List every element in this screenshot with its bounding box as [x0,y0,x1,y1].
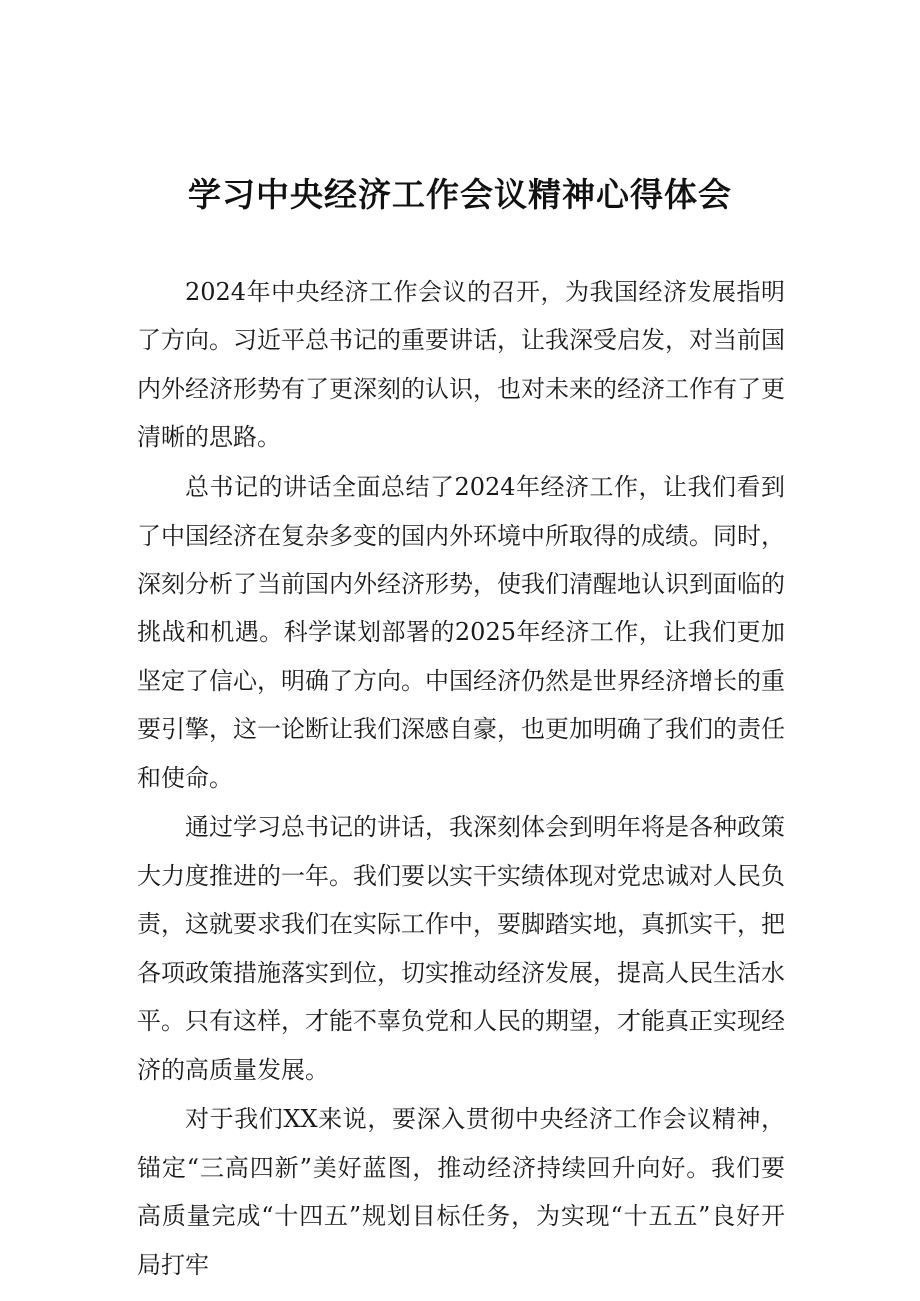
paragraph-3: 通过学习总书记的讲话，我深刻体会到明年将是各种政策大力度推进的一年。我们要以实干实绩体现对党忠诚对人民负责，这就要求我们在实际工作中，要脚踏实地，真抓实干，把各项政策措施落实到位，切实推动经济发展，提高人民生活水平。只有这样，才能不辜负党和人民的期望，才能真正实现经济的高质量发展。 [137,813,785,1084]
paragraph-1: 2024年中央经济工作会议的召开，为我国经济发展指明了方向。习近平总书记的重要讲话，让我深受启发，对当前国内外经济形势有了更深刻的认识，也对未来的经济工作有了更清晰的思路。 [137,278,785,452]
document-title: 学习中央经济工作会议精神心得体会 [188,175,732,214]
paragraph-4: 对于我们XX来说，要深入贯彻中央经济工作会议精神，锚定“三高四新”美好蓝图，推动经济持续回升向好。我们要高质量完成“十四五”规划目标任务，为实现“十五五”良好开局打牢 [137,1105,785,1279]
paragraph-2: 总书记的讲话全面总结了2024年经济工作，让我们看到了中国经济在复杂多变的国内外环境中所取得的成绩。同时，深刻分析了当前国内外经济形势，使我们清醒地认识到面临的挑战和机遇。科学谋划部署的2025年经济工作，让我们更加坚定了信心，明确了方向。中国经济仍然是世界经济增长的重要引擎，这一论断让我们深感自豪，也更加明确了我们的责任和使命。 [137,473,785,792]
document-body [137,268,785,1291]
